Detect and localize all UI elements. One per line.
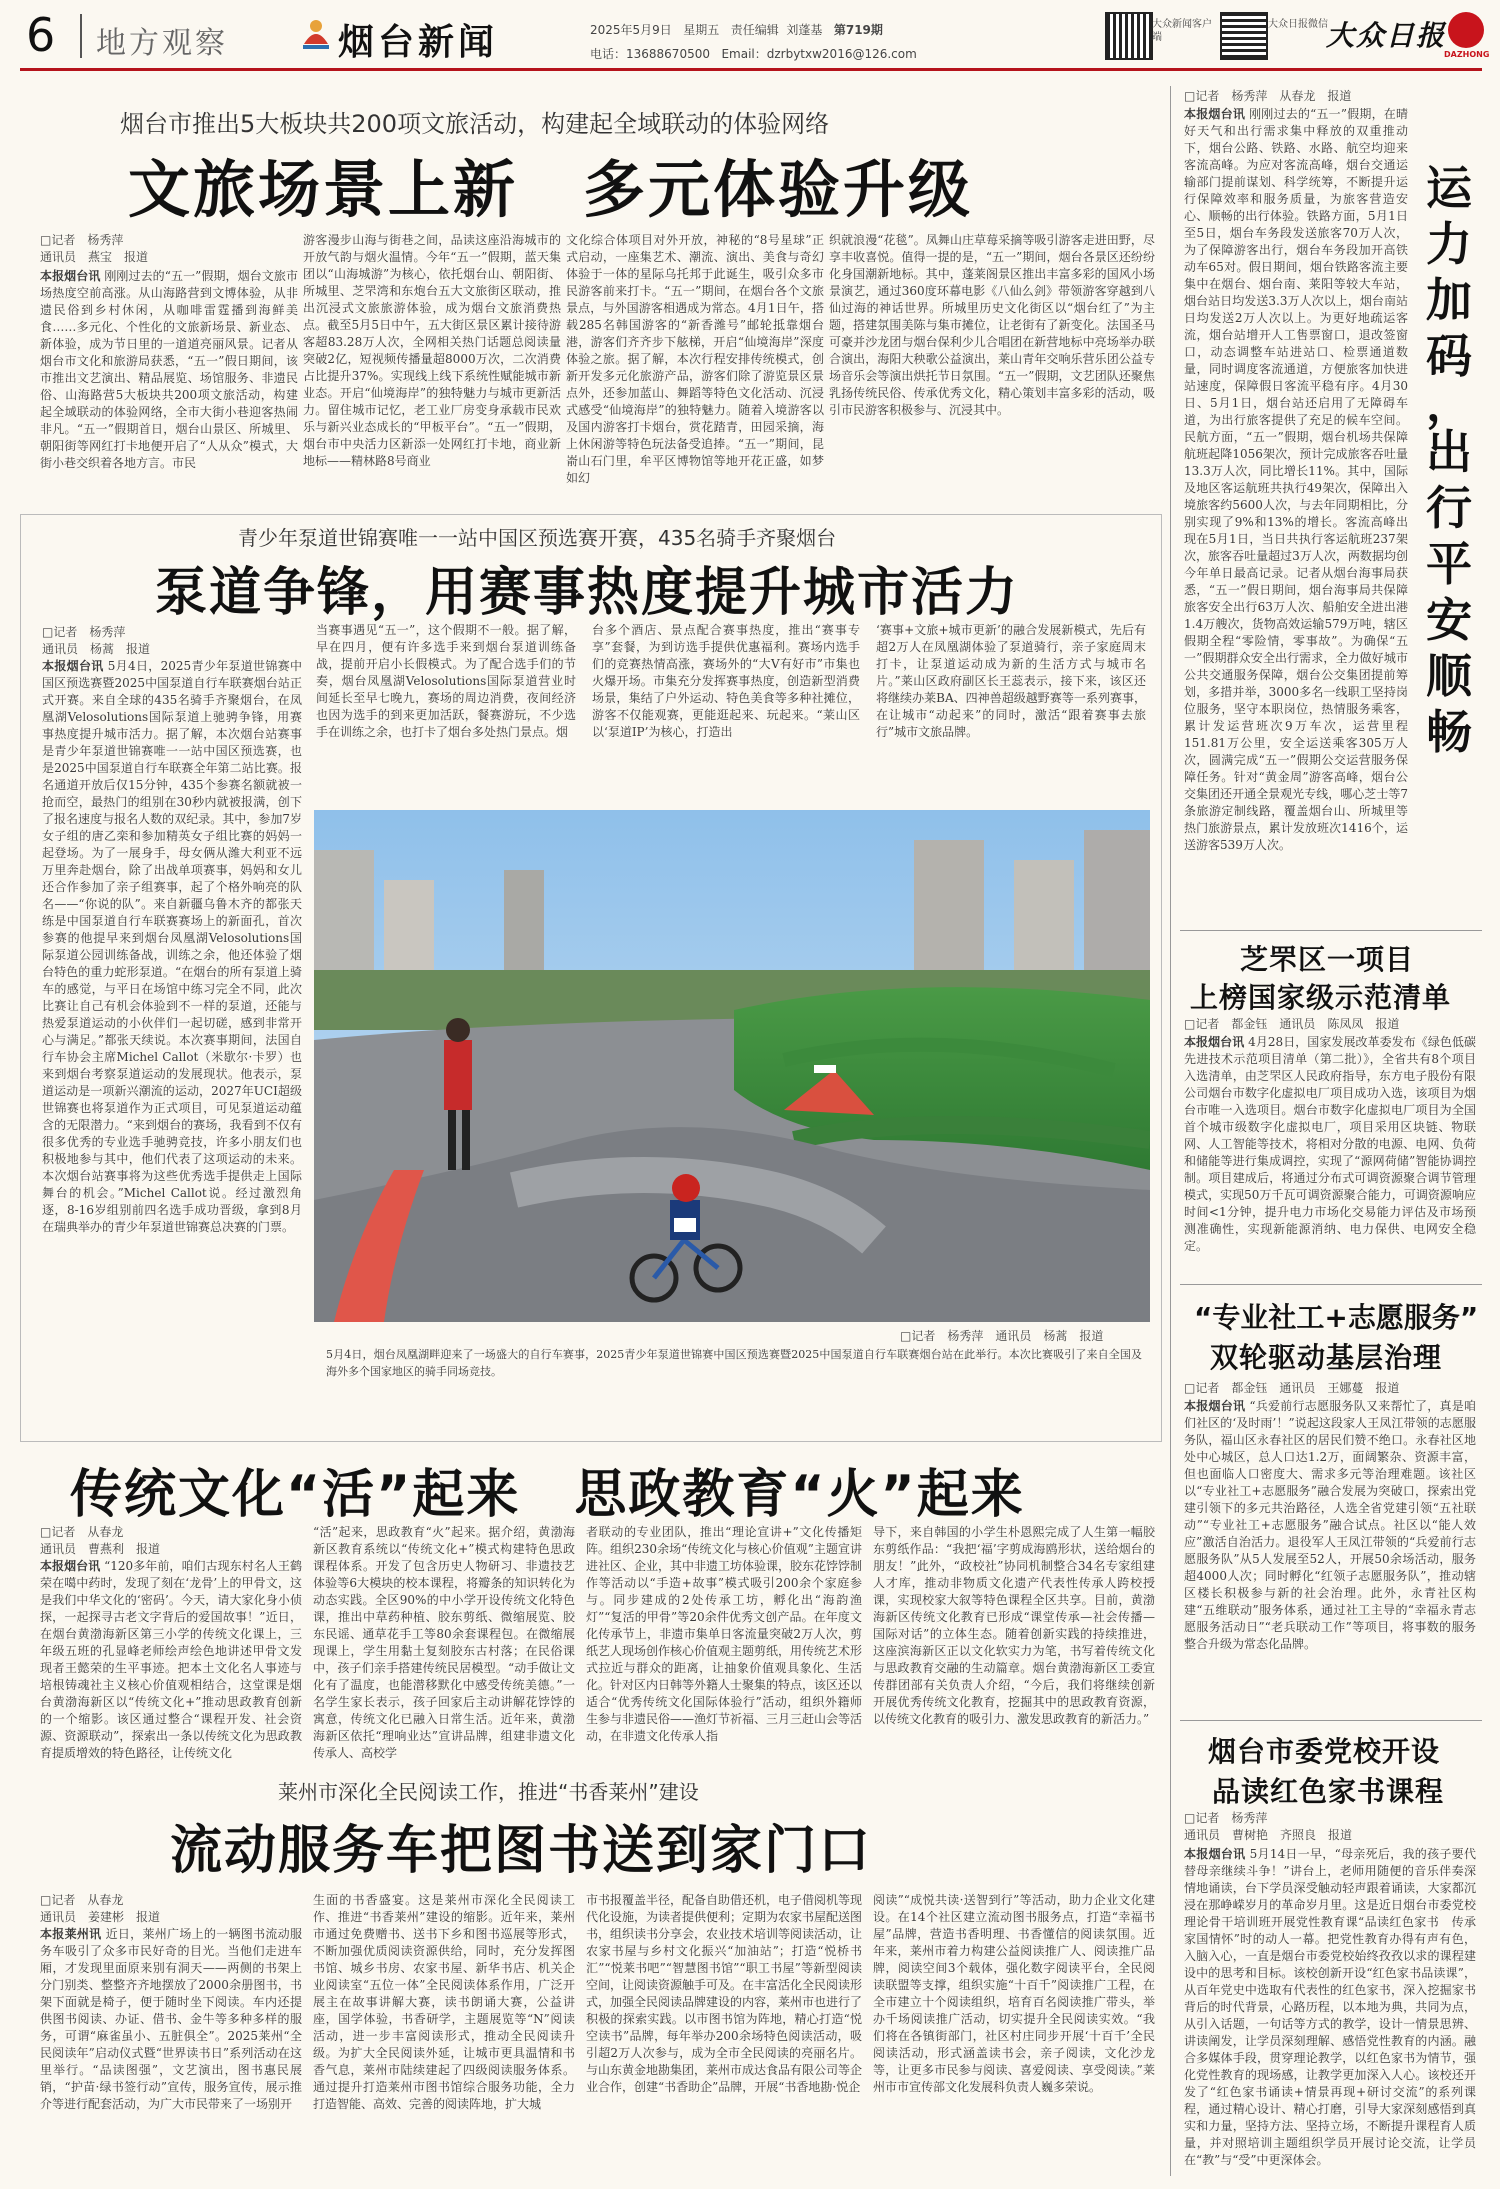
side2-column: 本报烟台讯 4月28日，国家发展改革委发布《绿色低碳先进技术示范项目清单（第二批）》，全省共有8个项目入选清单，由芝罘区人民政府指导，东方电子股份有限公司烟台市数字化虚拟电厂项目成功入选，该项目为烟台市唯一入选项目。烟台市数字化虚拟电厂项目为全国首个城市级数字化虚拟电厂，项目采用区块链、物联网、人工智能等技术，将相对分散的电源、电网、负荷和储能等进行集成调控，实现了“源网荷储”智能协调控制。项目建成后，将通过分布式可调资源聚合调节管理模式，实现50万千瓦可调资源聚合能力，可调资源响应时间<1分钟，提升电力市场化交易能力评估及市场预测准确性，实现新能源消纳、电力保供、电网安全稳定。 (1184, 1035, 1476, 1253)
side2-headline-line2: 上榜国家级示范清单 (1190, 981, 1452, 1014)
article2-dateline: 本报烟台讯 (42, 659, 104, 673)
side1-headline-char: 出 (1426, 425, 1472, 479)
side2-byline: □记者 都金钰 通讯员 陈凤凤 报道 (1184, 1017, 1400, 1031)
side1-dateline: 本报烟台讯 (1184, 107, 1246, 121)
weekday: 星期五 (683, 23, 720, 37)
side4-headline-line1: 烟台市委党校开设 (1208, 1735, 1441, 1768)
side2-headline-line1: 芝罘区一项目 (1240, 943, 1415, 976)
masthead-rule (20, 68, 1482, 71)
article1-kicker: 烟台市推出5大板块共200项文旅活动，构建起全域联动的体验网络 (120, 110, 830, 138)
race-photo (314, 810, 1150, 1322)
article3-dateline: 本报烟台讯 (40, 1559, 101, 1573)
side4-byline-reporter: □记者 杨秀萍 (1184, 1811, 1268, 1825)
side4-byline (1184, 1810, 1352, 1844)
article4-byline-correspondent: 通讯员 姜建彬 报道 (40, 1910, 161, 1924)
side2-dateline: 本报烟台讯 (1184, 1035, 1245, 1049)
article3-byline (40, 1524, 160, 1558)
side4-headline-line2: 品读红色家书课程 (1212, 1775, 1445, 1808)
article1-byline-correspondent: 通讯员 燕宝 报道 (40, 250, 149, 264)
page-number: 6 (26, 8, 56, 62)
article3-column-3: 者联动的专业团队，推出“理论宣讲+”文化传播矩阵。组织230余场“传统文化与核心价值观”主题宣讲进社区、企业，其中非遗工坊体验课，胶东花饽饽制作等活动以“手造+故事”模式吸引200余个家庭参与。同步建成的2处传承工坊，孵化出“海韵渔灯”“复活的甲骨”等20余件优秀文创产品。在年度文化传承节上，非遗市集单日客流量突破2万人次，剪纸艺人现场创作核心价值观主题剪纸，用传统艺术形式拉近与群众的距离，让抽象价值观具象化、生活化。针对区内日韩等外籍人士聚集的特点，该区还以适合“优秀传统文化国际体验行”活动，组织外籍师生参与非遗民俗——渔灯节祈福、三月三赶山会等活动，在非遗文化传承人指 (586, 1525, 862, 1743)
article3-column-1: 本报烟台讯 “120多年前，咱们古现东村名人王鹤荣在噶中药时，发现了刻在‘龙骨’上的甲骨文，这是我们中华文化的‘密码’。今天，请大家化身小侦探，一起探寻古老文字背后的爱国故事！”近日，在烟台黄渤海新区第三小学的传统文化课上，三年级五班的孔显峰老师绘声绘色地讲述甲骨文发现者王懿荣的生平事迹。把本土文化名人事迹与培根铸魂社主义核心价值观相结合，这堂课是烟台黄渤海新区以“传统文化+”推动思政教育创新的一个缩影。该区通过整合“课程开发、社会资源、资源联动”，探索出一条以传统文化为思政教育提质增效的特色路径，让传统文化 (40, 1559, 302, 1760)
article1-column-3: 文化综合体项目对外开放，神秘的“8号星球”正式启动，一座集艺术、潮流、演出、美食与奇幻体验于一体的星际乌托邦于此诞生，吸引众多市民游客前来打卡。“五一”期间，在烟台各个文旅景点，与外国游客相遇成为常态。4月1日午，搭载285名韩国游客的“新香潍号”邮轮抵靠烟台港，游客们齐齐步下舷梯，开启“仙境海岸”深度体验之旅。据了解，本次行程安排传统模式，创新开发多元化旅游产品，游客们除了游览景区景点外，还参加蓝山、舞蹈等特色文化活动、沉浸式感受“仙境海岸”的独特魅力。随着入境游客以及国内游客打卡烟台，赏花踏青，田园采摘，海上休闲游等特色玩法备受追捧。“五一”期间，昆嵛山石门里，牟平区博物馆等地开花正盛，如梦如幻 (566, 233, 824, 485)
side3-byline: □记者 都金钰 通讯员 王娜蔓 报道 (1184, 1381, 1400, 1395)
side3-bottom-rule (1180, 1720, 1482, 1721)
side1-headline-char: ， (1426, 377, 1472, 431)
section-label: 地方观察 (96, 26, 228, 61)
article4-headline: 流动服务车把图书送到家门口 (170, 1821, 873, 1881)
side4-byline-correspondent: 通讯员 曹树艳 齐照良 报道 (1184, 1828, 1353, 1842)
article4-column-4: 阅读”“成悦共读·送智到行”等活动，助力企业文化建设。在14个社区建立流动图书服务点，打造“幸福书屋”品牌，营造书香明理、书香懂信的阅读氛围。近年来，莱州市着力构建公益阅读推广人、阅读推广品牌，阅读空间3个载体，强化数字阅读平台，全民阅读联盟等支撑，组织实施“十百千”阅读推广工程，在全市建立十个阅读组织，培育百名阅读推广带头，举办千场阅读推广活动，切实提升全民阅读实效。“我们将在各镇街部门，社区村庄同步开展‘十百千’全民阅读活动，形式涵盖读书会，亲子阅读，文化沙龙等，让更多市民参与阅读、喜爱阅读、享受阅读。”莱州市市宣传部文化发展科负责人巍多荣说。 (873, 1893, 1155, 2094)
side4-dateline: 本报烟台讯 (1184, 1847, 1246, 1861)
article3-column-4: 导下，来自韩国的小学生朴恩熙完成了人生第一幅胶东剪纸作品：“我把‘福’字剪成海鸥形状，送给烟台的朋友！”此外，“政校社”协同机制整合34名专家组建人才库，推动非物质文化遗产代表性传承人跨校授课，实现校家大叙等特色课程全区共享。目前，黄渤海新区传统文化教育已形成“课堂传承—社会传播—国际对话”的立体生态。随着创新实践的持续推进，这座滨海新区正以文化软实力为笔，书写着传统文化与思政教育交融的生动篇章。烟台黄渤海新区工委宣传群团部有关负责人介绍，“今后，我们将继续创新开展优秀传统文化教育，挖掘其中的思政教育资源，以传统文化教育的吸引力、激发思政教育的新活力。” (873, 1525, 1155, 1726)
side1-headline-char: 畅 (1426, 705, 1472, 759)
article4-column-3: 市书报覆盖半径，配备自助借还机，电子借阅机等现代化设施，为读者提供便利；定期为农家书屋配送图书，组织读书分享会，农业技术培训等阅读活动，让农家书屋与乡村文化振兴“加油站”；打造“悦桥书汇”“悦莱书吧”“智慧图书馆”“职工书屋”等新型阅读空间，让阅读资源触手可及。在丰富活化全民阅读形式，加强全民阅读品牌建设的内容，莱州市也进行了积极的探索实践。以市图书馆为阵地，精心打造“悦空读书”品牌，每年举办200余场特色阅读活动，吸引超2万人次参与，成为全市全民阅读的亮丽名片。与山东黄金地勘集团，莱州市成达食品有限公司等企业合作，创建“书香助企”品牌，开展“书香地勘·悦企 (586, 1893, 862, 2094)
side1-headline-char: 顺 (1426, 649, 1472, 703)
article2-photo-caption: 5月4日，烟台凤凰湖畔迎来了一场盛大的自行车赛事，2025青少年泵道世锦赛中国区预选赛暨2025中国泵道自行车联赛烟台站在此举行。本次比赛吸引了来自全国及海外多个国家地区的骑手同场竞技。 (326, 1348, 1142, 1378)
side1-headline-char: 码 (1426, 329, 1472, 383)
article4-column-1: 本报莱州讯 近日，莱州广场上的一辆图书流动服务车吸引了众多市民好奇的目光。当他们走进车厢，才发现里面原来别有洞天——两侧的书架上分门别类、整整齐齐地摆放了2000余册图书，书架下面就是椅子，便于随时坐下阅读。车内还提供图书阅读、办证、借书、金牛等多种多样的服务，可谓“麻雀虽小、五脏俱全”。2025莱州“全民阅读年”启动仪式暨“世界读书日”系列活动在这里举行。“品读图强”，文艺演出，图书惠民展销，“护苗·绿书签行动”宣传，服务宣传，展示推介等进行配套活动，为广大市民带来了一场别开 (40, 1927, 302, 2111)
article1-byline (40, 232, 148, 266)
contact-info (590, 46, 917, 63)
side2-bottom-rule (1180, 1284, 1482, 1285)
side1-column: 本报烟台讯 刚刚过去的“五一”假期，在晴好天气和出行需求集中释放的双重推动下，烟台公路、铁路、水路、航空均迎来客流高峰。为应对客流高峰，烟台交通运输部门提前谋划、科学统筹，不断提升运行保障效率和服务质量，为旅客营造安心、顺畅的出行体验。铁路方面，5月1日至5日，烟台车务段发送旅客70万人次，为了保障游客出行，烟台车务段加开高铁动车65对。假日期间，烟台铁路客流主要集中在烟台、烟台南、莱阳等较大车站，烟台站日均发送3.3万人次以上，烟台南站日均发送2万人次以上。为更好地疏运客流，烟台站增开人工售票窗口，退改签窗口，动态调整车站进站口、检票通道数量，同时调度客流通道，方便旅客加快进站速度，保障假日客流平稳有序。4月30日、5月1日，烟台站还启用了无障碍车道，为出行旅客提供了充足的候车空间。民航方面，“五一”假期，烟台机场共保障航班起降1056架次，预计完成旅客吞吐量13.3万人次，同比增长11%。其中，国际及地区客运航班共执行49架次，保障出入境旅客约5600人次，与去年同期相比，分别实现了9%和13%的增长。客流高峰出现在5月1日，当日共执行客运航班237架次，旅客吞吐量超过3万人次，两数据均创今年单日最高记录。记者从烟台海事局获悉，“五一”假日期间，烟台海事局共保障旅客安全出行63万人次、船舶安全进出港1.4万艘次，货物高效运输579万吨，辖区假期全程“零险情，零事故”。为确保“五一”假期群众安全出行需求，全力做好城市公共交通服务保障，烟台公交集团提前筹划，多措并举，3000多名一线职工坚持岗位服务，坚守本职岗位，热情服务乘客，累计发运营班次9万车次，运营里程151.81万公里，安全运送乘客305万人次，圆满完成“五一”假期公交运营服务保障任务。针对“黄金周”游客高峰，烟台公交集团还开通全景观光专线，哪心芝士等7条旅游定制线路，覆盖烟台山、所城里等热门旅游景点，累计发放班次1416个，运送游客539万人次。 (1184, 107, 1408, 852)
article1-dateline: 本报烟台讯 (40, 269, 101, 283)
article3-byline-reporter: □记者 从春龙 (40, 1525, 124, 1539)
article3-column-2: “活”起来，思政教育“火”起来。据介绍，黄渤海新区教育系统以“传统文化+”模式构建特色思政课程体系。开发了包含历史人物研习、非遗技艺体验等6大模块的校本课程，将瓣条的知识转化为动态实践。全区90%的中小学开设传统文化特色课，推出中草药种植、胶东剪纸、微缩展览、胶东民谣、通草花手工等80余套课程包。在微缩展现课上，学生用黏土复刻胶东古村落；在民俗课中，孩子们亲手搭建传统民居模型。“动手做让文化有了温度，也能潜移默化中感受传统美德。”一名学生家长表示，孩子回家后主动讲解花饽饽的寓意，传统文化已融入日常生活。近年来，黄渤海新区依托“理响业达”宣讲品牌，组建非遗文化传承人、高校学 (313, 1525, 575, 1760)
issue-number: 第719期 (833, 23, 883, 37)
article1-column-1: 本报烟台讯 刚刚过去的“五一”假期，烟台文旅市场热度空前高涨。从山海路营到文博体验，从非遗民俗到乡村休闲，从咖啡雷霆播到海鲜美食……多元化、个性化的文旅新场景、新业态、新体验，成为节日里的一道道亮丽风景。记者从烟台市文化和旅游局获悉，“五一”假日期间，该市推出文艺演出、精品展览、场馆服务、非遗民俗、山海路营5大板块共200项文旅活动，构建起全域联动的体验网络，全市大街小巷迎客热闹非凡。“五一”假期首日，烟台山景区、所城里、朝阳街等网红打卡地便开启了“人从众”模式，大街小巷交织着各地方言。市民 (40, 269, 298, 470)
email: Email：dzrbytxw2016@126.com (721, 47, 917, 61)
phone: 电话：13688670500 (590, 47, 710, 61)
section-logo-icon (300, 14, 332, 54)
editor-label: 责任编辑 (730, 23, 779, 37)
sidebar-divider (1170, 86, 1171, 2176)
article4-byline (40, 1892, 160, 1926)
side1-byline: □记者 杨秀萍 从春龙 报道 (1184, 89, 1352, 103)
article1-byline-reporter: □记者 杨秀萍 (40, 233, 124, 247)
article4-kicker: 莱州市深化全民阅读工作，推进“书香莱州”建设 (278, 1780, 699, 1804)
qr-app-label: 大众新闻客户端 (1152, 19, 1212, 43)
side1-headline-char: 行 (1426, 481, 1472, 535)
article1-column-2: 游客漫步山海与街巷之间，品读这座沿海城市的开放气韵与烟火温情。今年“五一”假期，蓝天集团以“山海城游”为核心，依托烟台山、朝阳街、所城里、芝罘湾和东炮台五大文旅街区联动，推出沉浸式文旅旅游体验，成为烟台文旅消费热点。截至5月5日中午，五大街区景区累计接待游客超83.28万人次，全网相关热门话题总阅读量突破2亿，短视频传播量超8000万次，二次消费占比提升37%。实现线上线下系统性赋能城市新业态。开启“仙境海岸”的独特魅力与城市更新活力。留住城市记忆，老工业厂房变身承载市民欢乐与新兴业态成长的“甲板平台”。“五一”假期，烟台市中央活力区新添一处网红打卡地，商业新地标——精林路8号商业 (303, 233, 561, 468)
article2-byline (42, 624, 150, 658)
article4-dateline: 本报莱州讯 (40, 1927, 102, 1941)
side1-headline (1418, 160, 1480, 760)
side3-headline-line2: 双轮驱动基层治理 (1210, 1341, 1443, 1374)
side3-dateline: 本报烟台讯 (1184, 1399, 1246, 1413)
side4-column: 本报烟台讯 5月14日一早，“母亲死后，我的孩子要代替母亲继续斗争！”讲台上，老师用随便的音乐伴奏深情地诵读，台下学员深受触动轻声跟着诵读，大家都沉浸在那峥嵘岁月的革命岁月里。这是近日烟台市委党校理论骨干培训班开展党性教育课“品读红色家书 传承家国情怀”时的动人一幕。把党性教育办得有声有色，入脑入心，一直是烟台市委党校始终孜孜以求的课程建设中的思考和目标。该校创新开设“红色家书品读课”，从百年党史中选取有代表性的红色家书，深入挖掘家书背后的时代背景，心路历程，以本地为典，共同为点，从引入话题，一句话等方式的教学，设计一情景思辨、讲读阐发，让学员深刻理解、感悟党性教育的内涵。融合多媒体手段，贯穿理论教学，以红色家书为情节，强化党性教育的现场感，让教学更加深入人心。该校还开发了“红色家书诵读+情景再现+研讨交流”的系列课程，通过精心设计、精心打磨，引导大家深刻感悟到真实和力量，坚持方法、坚持立场，不断提升课程育人质量，并对照培训主题组织学员开展讨论交流，让学员在“教”与“受”中更深体会。 (1184, 1847, 1476, 2167)
article2-byline-reporter: □记者 杨秀萍 (42, 625, 126, 639)
article4-byline-reporter: □记者 从春龙 (40, 1893, 124, 1907)
article1-headline: 文旅场景上新 多元体验升级 (128, 153, 974, 226)
article4-column-2: 生面的书香盛宴。这是莱州市深化全民阅读工作、推进“书香莱州”建设的缩影。近年来，莱州市通过免费赠书、送书下乡和图书巡展等形式，不断加强优质阅读资源供给，同时，充分发挥图书馆、城乡书房、农家书屋、新华书店、机关企业阅读室“五位一体”全民阅读体系作用，广泛开展主在故事讲解大赛，读书朗诵大赛，公益讲座，国学体验，书香研学，主题展览等“N”阅读活动，进一步丰富阅读形式，推动全民阅读升级。为扩大全民阅读外延，让城市更具温情和书香气息，莱州市陆续建起了四级阅读服务体系。通过提升打造莱州市图书馆综合服务功能，全力打造智能、高效、完善的阅读阵地，扩大城 (313, 1893, 575, 2111)
side1-headline-char: 平 (1426, 537, 1472, 591)
paper-logo-icon (1448, 12, 1484, 48)
article1-column-4: 织就浪漫“花毯”。凤舞山庄草莓采摘等吸引游客走进田野，尽享丰收喜悦。值得一提的是，“五一”期间，烟台各景区还纷纷化身国潮新地标。其中，蓬莱阁景区推出丰富多彩的国风小场景演艺，通过360度环幕电影《八仙么剑》带领游客穿越到八仙过海的神话世界。所城里历史文化街区以“烟台红了”为主题，搭建氛围美陈与集市摊位，让老街有了新变化。法国圣马可豪并沙龙团与烟台保利少儿合唱团在新营地标中亮场举办联合演出，海阳大秧歌公益演出，莱山青年交响乐营乐团公益专场音乐会等演出烘托节日氛围。“五一”假期，文艺团队还聚焦乳扬传统民俗、传承优秀文化，精心策划丰富多彩的活动，吸引市民游客积极参与、沉浸其中。 (829, 233, 1155, 417)
side1-bottom-rule (1180, 930, 1482, 931)
side1-headline-char: 运 (1426, 161, 1472, 215)
side1-headline-char: 安 (1426, 593, 1472, 647)
paper-logo-en: DAZHONG (1444, 50, 1490, 59)
qr-wechat-label: 大众日报微信 (1268, 19, 1328, 30)
article3-byline-correspondent: 通讯员 曹燕利 报道 (40, 1542, 161, 1556)
masthead-divider (80, 14, 82, 58)
article2-photo-credit: □记者 杨秀萍 通讯员 杨蒿 报道 (900, 1329, 1104, 1343)
article2-column-2: 当赛事遇见“五一”，这个假期不一般。据了解，早在四月，便有许多选手来到烟台泵道训练备战，提前开启小长假模式。为了配合选手们的节奏，烟台凤凰湖Velosolutions国际泵道营业时间延长至早七晚九，赛场的周边消费，夜间经济也因为选手的到来更加活跃，餐赛游玩，不少选手在训练之余，也打卡了烟台多处热门景点。烟 (316, 623, 576, 739)
qr-code-app (1105, 12, 1153, 60)
article2-column-4: ‘赛事+文旅+城市更新’的融合发展新模式，先后有超2万人在凤凰湖体验了泵道骑行，亲子家庭周末打卡，让泵道运动成为新的生活方式与城市名片。”莱山区政府副区长王蕊表示，接下来，该区还将继续办莱BA、四神兽超级越野赛等一系列赛事，在让城市“动起来”的同时，激活“跟着赛事去旅行”城市文旅品牌。 (876, 623, 1146, 739)
issue-info (590, 22, 883, 39)
article2-column-3: 台多个酒店、景点配合赛事热度，推出“赛事专享”套餐，为到访选手提供优惠福利。赛场内选手们的竞赛热情高涨，赛场外的“大V有好市”市集也火爆开场。市集充分发挥赛事热度，创造新型消费场景，集结了户外运动、特色美食等多种社摊位，游客不仅能观赛，更能逛起来、玩起来。“莱山区以‘泵道IP’为核心，打造出 (592, 623, 860, 739)
editor-name: 刘蓬基 (786, 23, 823, 37)
article2-headline: 泵道争锋，用赛事热度提升城市活力 (155, 563, 1020, 623)
qr-code-wechat (1220, 12, 1268, 60)
article2-byline-correspondent: 通讯员 杨蒿 报道 (42, 642, 151, 656)
side1-headline-char: 力 (1426, 217, 1472, 271)
article2-column-1: 本报烟台讯 5月4日，2025青少年泵道世锦赛中国区预选赛暨2025中国泵道自行车联赛烟台站正式开赛。来自全球的435名骑手齐聚烟台，在凤凰湖Velosolutions国际泵道上驰骋争锋，用赛事热度提升城市活力。据了解，本次烟台站赛事是青少年泵道世锦赛唯一一站中国区预选赛，也是2025中国泵道自行车联赛全年第二站比赛。报名通道开放后仅15分钟，435个参赛名额就被一抢而空，最热门的组别在30秒内就被报满，创下了报名速度与报名人数的双纪录。其中，参加7岁女子组的唐乙栾和参加精英女子组比赛的妈妈一起登场。为了一展身手，母女俩从潍大利亚不远万里奔赴烟台，除了出战单项赛事，妈妈和女儿还合作参加了亲子组赛事，起了个格外响亮的队名——“你说的队”。来自新疆乌鲁木齐的都张天练是中国泵道自行车联赛赛场上的新面孔，首次参赛的他提早来到烟台凤凰湖Velosolutions国际泵道公园训练备战，训练之余，他还体验了烟台特色的重力蛇形泵道。“在烟台的所有泵道上骑车的感觉，与平日在场馆中练习完全不同，此次比赛让自己有机会体验到不一样的泵道，还能与热爱泵道运动的小伙伴们一起切磋，感到非常开心与满足。”都张天续说。本次赛事期间，法国自行车协会主席Michel Callot（米歇尔·卡罗）也来到烟台考察泵道运动的发展现状。他表示，泵道运动是一项新兴潮流的运动，2027年UCI超级世锦赛也将泵道作为正式项目，可见泵道运动蕴含的无限潜力。“来到烟台的赛场，我看到不仅有很多优秀的专业选手驰骋竞技，许多小朋友们也积极地参与其中，他们代表了这项运动的未来。本次烟台站赛事将为这些优秀选手提供走上国际舞台的机会。”Michel Callot说。经过激烈角逐，8-16岁组别前四名选手成功晋级，拿到8月在瑞典举办的青少年泵道世锦赛总决赛的门票。 (42, 659, 302, 1234)
paper-logo: 大众日报 (1326, 19, 1447, 52)
article3-headline: 传统文化“活”起来 思政教育“火”起来 (70, 1465, 1025, 1525)
article2-kicker: 青少年泵道世锦赛唯一一站中国区预选赛开赛，435名骑手齐聚烟台 (238, 526, 837, 550)
column-title: 烟台新闻 (338, 22, 499, 63)
side3-headline-line1: “专业社工+志愿服务” (1194, 1301, 1479, 1334)
side1-headline-char: 加 (1426, 273, 1472, 327)
side3-column: 本报烟台讯 “兵爱前行志愿服务队又来帮忙了，真是咱们社区的‘及时雨’！”说起这段家人王凤江带领的志愿服务队，福山区永春社区的居民们赞不绝口。永春社区地处中心城区，总人口达1.2万，面阔繁杂、资源丰富，但也面临人口密度大、需求多元等治理难题。该社区以“专业社工+志愿服务”融合发展为突破口，探索出党建引领下的多元共治路径，人选全省党建引领“五社联动”“专业社工+志愿服务”融合试点。社区以“能人效应”激活自治活力。退役军人王凤江带领的“兵爱前行志愿服务队”从5人发展至52人，开展50余场活动，服务超4000人次；同时孵化“红领子志愿服务队”，推动辖区楼长积极参与新的社会治理。此外，永青社区构建“五维联动”服务体系，通过社工主导的“幸福永青志愿服务活动日”“老兵联动工作”等项目，将事数的服务整合升级为常态化品牌。 (1184, 1399, 1476, 1651)
date: 2025年5月9日 (590, 23, 672, 37)
